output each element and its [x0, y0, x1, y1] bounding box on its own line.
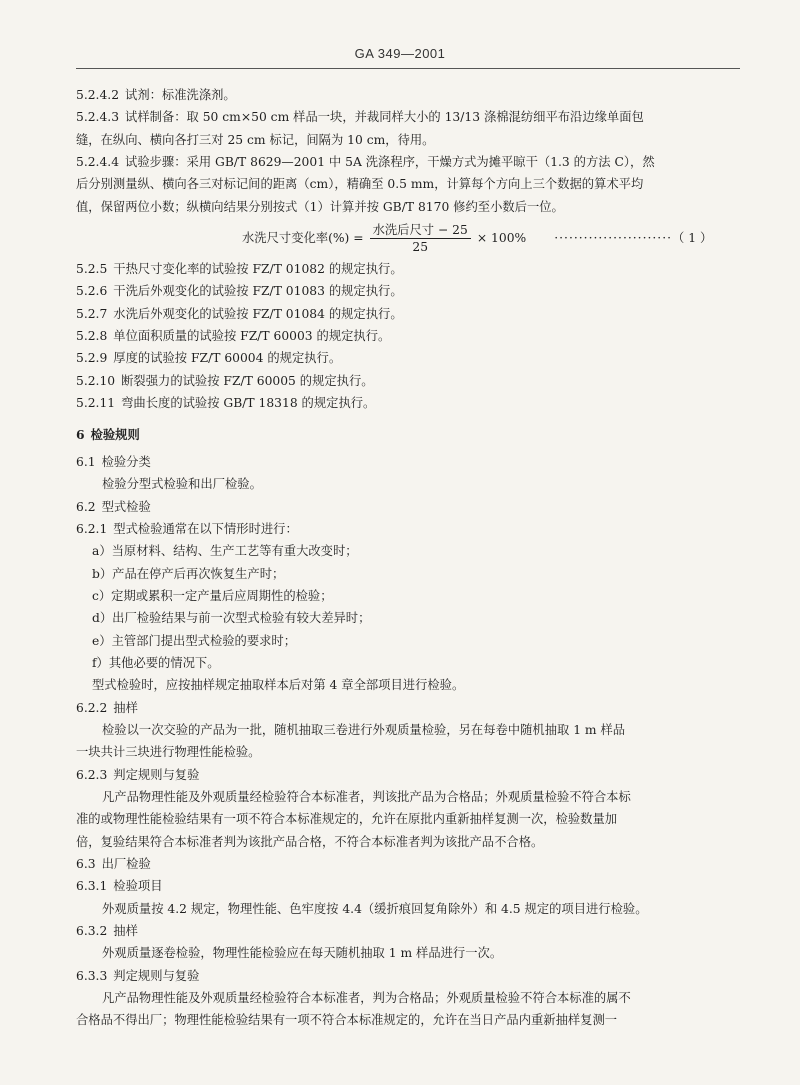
clause-5-2-11: 5.2.11 弯曲长度的试验按 GB/T 18318 的规定执行。 [76, 396, 376, 411]
clause-5-2-4-4-cont1: 后分别测量纵、横向各三对标记间的距离（cm），精确至 0.5 mm，计算每个方向上三个数据的算术平均 [76, 177, 644, 192]
clause-6-3-2-text: 外观质量逐卷检验，物理性能检验应在每天随机抽取 1 m 样品进行一次。 [102, 946, 503, 961]
clause-6-3-3-cont: 合格品不得出厂；物理性能检验结果有一项不符合本标准规定的，允许在当日产品内重新抽样复测一 [76, 1013, 618, 1028]
clause-5-2-9: 5.2.9 厚度的试验按 FZ/T 60004 的规定执行。 [76, 351, 342, 366]
formula-fraction [370, 222, 471, 255]
list-item-d: d）出厂检验结果与前一次型式检验有较大差异时； [92, 611, 371, 626]
clause-6-2-heading: 6.2 型式检验 [76, 499, 151, 514]
page-header: GA 349—2001 [354, 46, 446, 61]
clause-6-2-3-text: 凡产品物理性能及外观质量经检验符合本标准者，判该批产品为合格品；外观质量检验不符合本标 [102, 789, 631, 804]
clause-5-2-4-2: 5.2.4.2 试剂：标准洗涤剂。 [76, 88, 236, 102]
formula-lhs: 水洗尺寸变化率(%) = [242, 230, 364, 245]
formula-rhs: × 100% [476, 230, 527, 245]
clause-6-2-1: 6.2.1 型式检验通常在以下情形时进行： [76, 521, 298, 536]
clause-6-3-1-text: 外观质量按 4.2 规定，物理性能、色牢度按 4.4（缓折痕回复角除外）和 4.5 规定的项目进行检验。 [102, 901, 648, 916]
clause-6-2-2-cont: 一块共计三块进行物理性能检验。 [76, 745, 261, 760]
document-body [76, 84, 742, 1032]
clause-6-3-3-text: 凡产品物理性能及外观质量经检验符合本标准者，判为合格品；外观质量检验不符合本标准的属不 [102, 991, 631, 1006]
clause-6-3-heading: 6.3 出厂检验 [76, 857, 151, 871]
clause-6-1-text: 检验分型式检验和出厂检验。 [102, 477, 262, 492]
list-item-b: b）产品在停产后再次恢复生产时； [92, 566, 285, 581]
formula-label: （ 1 ） [672, 230, 713, 245]
clause-6-2-3: 6.2.3 判定规则与复验 [76, 767, 200, 782]
clause-6-2-3-cont2: 倍，复验结果符合本标准者判为该批产品合格，不符合本标准者判为该批产品不合格。 [76, 834, 544, 849]
clause-5-2-7: 5.2.7 水洗后外观变化的试验按 FZ/T 01084 的规定执行。 [76, 306, 403, 321]
formula-denominator: 25 [412, 239, 429, 254]
clause-5-2-6: 5.2.6 干洗后外观变化的试验按 FZ/T 01083 的规定执行。 [76, 284, 403, 299]
clause-5-2-10: 5.2.10 断裂强力的试验按 FZ/T 60005 的规定执行。 [76, 373, 374, 388]
section-6-heading: 6 检验规则 [76, 427, 140, 443]
header-rule [76, 68, 740, 69]
clause-6-3-1: 6.3.1 检验项目 [76, 879, 163, 894]
clause-5-2-8: 5.2.8 单位面积质量的试验按 FZ/T 60003 的规定执行。 [76, 329, 391, 344]
clause-6-2-3-cont1: 准的或物理性能检验结果有一项不符合本标准规定的，允许在原批内重新抽样复测一次，检验数量加 [76, 812, 618, 827]
clause-5-2-4-4-cont2: 值，保留两位小数；纵横向结果分别按式（1）计算并按 GB/T 8170 修约至小数后一位。 [76, 199, 564, 214]
list-item-a: a）当原材料、结构、生产工艺等有重大改变时； [92, 544, 358, 559]
list-item-e: e）主管部门提出型式检验的要求时； [92, 633, 297, 648]
formula-1 [76, 218, 742, 258]
formula-leader-dots: ························ [554, 230, 673, 245]
clause-6-3-2: 6.3.2 抽样 [76, 924, 138, 939]
list-item-f: f）其他必要的情况下。 [92, 655, 220, 670]
formula-numerator: 水洗后尺寸 − 25 [370, 222, 471, 239]
clause-6-2-2-text: 检验以一次交验的产品为一批，随机抽取三卷进行外观质量检验，另在每卷中随机抽取 1 m 样品 [102, 722, 626, 737]
clause-5-2-4-4: 5.2.4.4 试验步骤：采用 GB/T 8629—2001 中 5A 洗涤程序，干燥方式为摊平晾干（1.3 的方法 C），然 [76, 155, 655, 170]
clause-6-1-heading: 6.1 检验分类 [76, 454, 151, 469]
list-item-c: c）定期或累积一定产量后应周期性的检验； [92, 588, 333, 603]
clause-5-2-4-3-cont: 缝，在纵向、横向各打三对 25 cm 标记，间隔为 10 cm，待用。 [76, 132, 435, 147]
clause-5-2-4-3: 5.2.4.3 试样制备：取 50 cm×50 cm 样品一块，并裁同样大小的 13/13 涤棉混纺细平布沿边缘单面包 [76, 110, 644, 125]
clause-5-2-5: 5.2.5 干热尺寸变化率的试验按 FZ/T 01082 的规定执行。 [76, 262, 403, 277]
clause-6-2-2: 6.2.2 抽样 [76, 700, 138, 715]
clause-6-2-1-text: 型式检验时，应按抽样规定抽取样本后对第 4 章全部项目进行检验。 [92, 678, 465, 693]
clause-6-3-3: 6.3.3 判定规则与复验 [76, 968, 200, 983]
